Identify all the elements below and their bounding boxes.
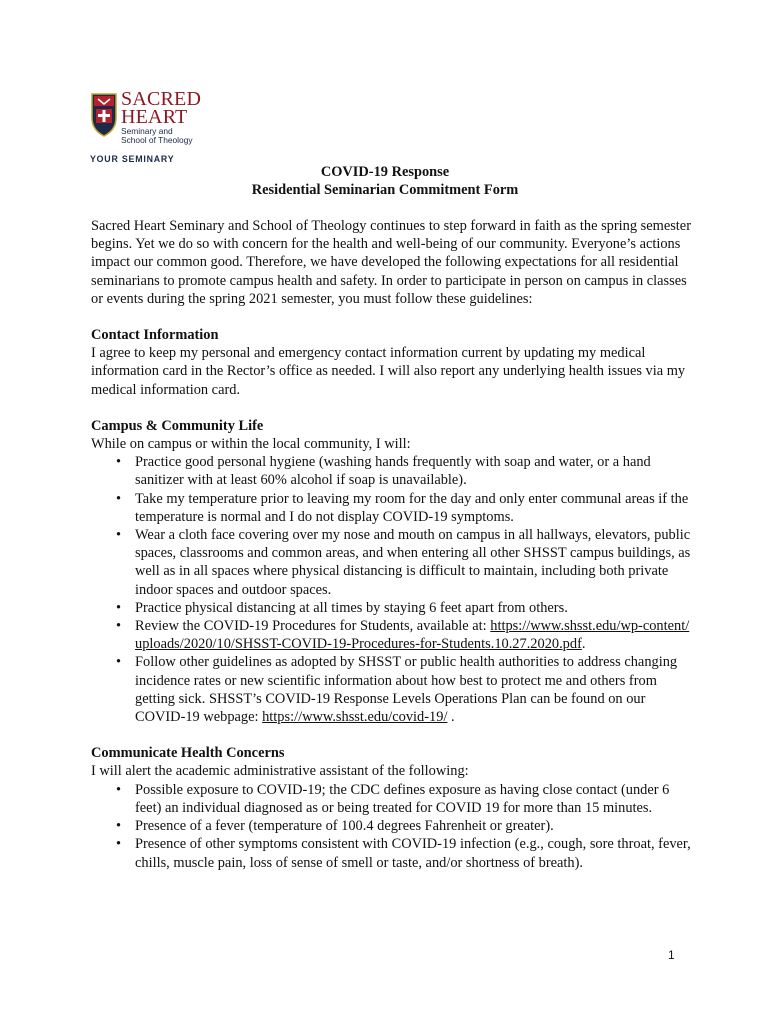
bullet-icon: • <box>116 836 122 853</box>
campus-list <box>91 453 691 726</box>
list-item-text: Possible exposure to COVID-19; the CDC defines exposure as having close contact (under 6 feet) an individual diagnosed as or being treated for COVID 19 for more than 15 minutes. <box>135 781 670 816</box>
health-lead: I will alert the academic administrative assistant of the following: <box>91 763 469 780</box>
list-item <box>91 653 691 726</box>
list-item-text: Practice good personal hygiene (washing hands frequently with soap and water, or a hand sanitizer with at least 60% alcohol if soap is unavailable). <box>135 454 651 489</box>
list-item <box>91 526 691 599</box>
contact-section <box>91 326 691 399</box>
procedures-link[interactable]: https://www.shsst.edu/wp-content/uploads/2020/10/SHSST-COVID-19-Procedures-for-Students.10.27.2020.pdf <box>135 618 690 653</box>
logo-sub-line1: Seminary and <box>121 126 173 136</box>
list-item <box>91 599 691 617</box>
document-title: COVID-19 Response <box>320 164 450 180</box>
health-heading: Communicate Health Concerns <box>91 745 285 762</box>
health-list <box>91 781 691 872</box>
bullet-icon: • <box>116 599 122 616</box>
page-number: 1 <box>668 948 675 962</box>
bullet-icon: • <box>116 781 122 798</box>
logo-name-line1: SACRED <box>121 88 202 110</box>
bullet-icon: • <box>116 818 122 835</box>
seminary-logo <box>90 88 220 162</box>
bullet-icon: • <box>116 654 122 671</box>
list-item <box>91 835 691 871</box>
bullet-icon: • <box>116 618 122 635</box>
list-item-text: Presence of other symptoms consistent with COVID-19 infection (e.g., cough, sore throat, fever, chills, muscle pain, loss of sense of smell or taste, and/or shortness of breath). <box>135 836 691 871</box>
list-item <box>91 490 691 526</box>
logo-tagline: YOUR SEMINARY <box>90 154 175 164</box>
guidelines-end: . <box>447 709 455 726</box>
bullet-icon: • <box>116 454 122 471</box>
list-item-text: Practice physical distancing at all times by staying 6 feet apart from others. <box>135 599 568 616</box>
intro-paragraph: Sacred Heart Seminary and School of Theology continues to step forward in faith as the spring semester begins. Yet we do so with concern for the health and well-being of our community. Everyone’s actions impact our common good. Therefore, we have developed the following expectations for all residential seminarians to promote campus health and safety. In order to participate in person on campus in classes or events during the spring 2021 semester, you must follow these guidelines: <box>91 218 691 307</box>
list-item <box>91 617 691 653</box>
document-title-block <box>91 163 679 199</box>
list-item <box>91 817 691 835</box>
list-item <box>91 781 691 817</box>
logo-sub-line2: School of Theology <box>121 135 193 145</box>
guidelines-text: Follow other guidelines as adopted by SHSST or public health authorities to address changing incidence rates or new scientific information about how best to protect me and others from getting sick. SHSST’s COVID-19 Response Levels Operations Plan can be found on our COVID-19 webpage: <box>135 654 678 726</box>
contact-body: I agree to keep my personal and emergency contact information current by updating my medical information card in the Rector’s office as needed. I will also report any underlying health issues via my medical information card. <box>91 345 686 398</box>
logo-name-line2: HEART <box>121 106 188 128</box>
bullet-icon: • <box>116 490 122 507</box>
bullet-icon: • <box>116 527 122 544</box>
list-item-text: Wear a cloth face covering over my nose and mouth on campus in all hallways, elevators, public spaces, classrooms and common areas, and when entering all other SHSST campus buildings, as well as in all spaces where physical distancing is difficult to maintain, including both private indoor spaces and outdoor spaces. <box>135 527 691 598</box>
list-item-text: Presence of a fever (temperature of 100.4 degrees Fahrenheit or greater). <box>135 818 554 835</box>
document-body <box>91 217 691 890</box>
list-item-text: Take my temperature prior to leaving my room for the day and only enter communal areas if the temperature is normal and I do not display COVID-19 symptoms. <box>135 490 689 525</box>
health-section <box>91 744 691 871</box>
list-item <box>91 453 691 489</box>
campus-heading: Campus & Community Life <box>91 417 264 434</box>
procedures-text: Review the COVID-19 Procedures for Students, available at: <box>135 618 491 635</box>
shield-crest-icon <box>90 92 118 138</box>
campus-lead: While on campus or within the local community, I will: <box>91 436 411 453</box>
document-subtitle: Residential Seminarian Commitment Form <box>251 182 519 199</box>
covid-webpage-link[interactable]: https://www.shsst.edu/covid-19/ <box>262 709 448 726</box>
contact-heading: Contact Information <box>91 327 219 344</box>
procedures-end: . <box>581 636 586 653</box>
campus-section <box>91 417 691 726</box>
